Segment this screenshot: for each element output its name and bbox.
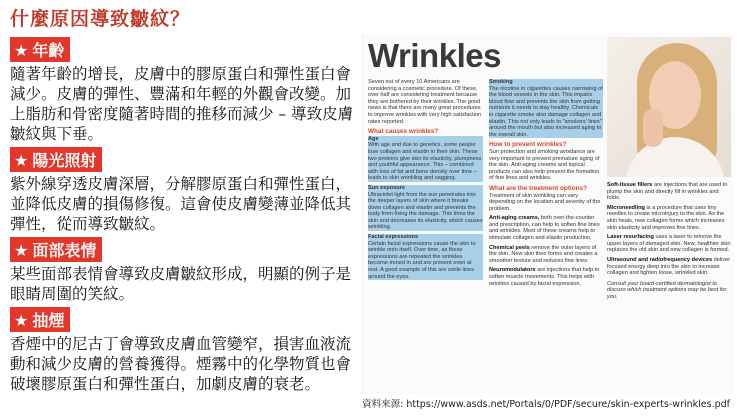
section-header-age: ★ 年齡 bbox=[10, 37, 70, 62]
sun-block: Sun exposure Ultraviolet light from the sun penetrates into the deeper layers of skin where it breaks down collagen and elastin and prevents the body from fixing the damage. This thins the skin and decreases its elasticity, which causes wrinkling. bbox=[368, 184, 483, 231]
section-header-facial: ★ 面部表情 bbox=[10, 237, 102, 262]
article-column-3 bbox=[607, 182, 731, 301]
article-intro: Seven out of every 10 Americans are considering a cosmetic procedure. Of these, over half are considering treatment because they are bothered by their wrinkles. The good news is that there are many great procedures to improve wrinkles with very high satisfaction rates reported. bbox=[368, 79, 482, 125]
antiaging-item: Anti-aging creams, both over-the-counter and prescription, can help to soften fine lines and wrinkles. Most of these creams help to stimulate collagen and elastin production. bbox=[489, 215, 600, 242]
article-column-2 bbox=[489, 79, 603, 287]
section-header-smoking: ★ 抽煙 bbox=[10, 307, 70, 332]
causes-list bbox=[10, 34, 360, 394]
section-header-sun: ★ 陽光照射 bbox=[10, 147, 102, 172]
woman-photo bbox=[607, 37, 731, 177]
ultra-item: Ultrasound and radiofrequency devices deliver focused energy deep into the skin to increase collagen and tighten loose, wrinkled skin. bbox=[607, 256, 731, 277]
star-icon: ★ bbox=[14, 151, 29, 170]
section-text-age: 隨著年齡的增長，皮膚中的膠原蛋白和彈性蛋白會減少。皮膚的彈性、豐滿和年輕的外觀會改變。加上脂肪和骨密度隨著時間的推移而減少 – 導致皮膚皺紋與下垂。 bbox=[10, 65, 354, 143]
prevent-heading: How to prevent wrinkles? bbox=[489, 141, 567, 149]
star-icon: ★ bbox=[14, 241, 29, 260]
facial-block: Facial expressions Certain facial expressions cause the skin to wrinkle onto itself. Over time, as these expressions are repeated the wrinkles become ironed in and are present even at rest. A good example of this are smile lines around the eyes. bbox=[368, 234, 483, 280]
section-text-sun: 紫外線穿透皮膚深層，分解膠原蛋白和彈性蛋白，並降低皮膚的損傷修復。這會使皮膚變薄並降低其彈性，從而導致皺紋。 bbox=[10, 175, 352, 233]
prevent-text: Sun protection and smoking avoidance are very important to prevent premature aging of the skin. Anti-aging creams and topical products can also help prevent the formation of fine lines and wrinkles. bbox=[489, 148, 600, 182]
source-citation: 資料來源: https://www.asds.net/Portals/0/PDF/secure/skin-experts-wrinkles.pdf bbox=[362, 399, 730, 410]
options-text: Treatment of skin wrinkling can vary depending on the location and severity of the problem. bbox=[489, 192, 601, 212]
laser-item: Laser resurfacing uses a laser to remove the upper layers of damaged skin. New, healthier skin replaces the old skin and new collagen is formed. bbox=[607, 234, 731, 254]
article-title: Wrinkles bbox=[368, 37, 501, 74]
fillers-item: Soft-tissue fillers are injections that are used to plump the skin and directly fill in wrinkles and folds. bbox=[607, 182, 728, 202]
star-icon: ★ bbox=[14, 41, 29, 60]
consult-note: Consult your board-certified dermatologist to discuss which treatment options may be best for you. bbox=[607, 280, 727, 300]
article-column-1 bbox=[368, 79, 483, 280]
peel-item: Chemical peels remove the outer layers of the skin. New skin then forms and creates a smoother texture and reduces fine lines. bbox=[489, 244, 598, 264]
causes-heading: What causes wrinkles? bbox=[368, 128, 439, 136]
star-icon: ★ bbox=[14, 311, 29, 330]
section-text-facial: 某些面部表情會導致皮膚皺紋形成，明顯的例子是眼睛周圍的笑紋。 bbox=[10, 265, 352, 303]
micro-item: Microneedling is a procedure that uses tiny needles to create microinjury to the skin. As the skin heals, new collagen forms which increases skin elasticity and improves fine lines. bbox=[607, 204, 725, 231]
article-image bbox=[362, 34, 734, 394]
smoking-block: Smoking The nicotine in cigarettes causes narrowing of the blood vessels in the skin. This impairs blood flow and prevents the skin from getting nutrients it needs to stay healthy. Chemicals in cigarette smoke also damage collagen and elastin. This not only leads to "smokers' lines" around the mouth but also increased aging to the overall skin. bbox=[489, 79, 603, 138]
page-title: 什麼原因導致皺紋？ bbox=[10, 8, 191, 30]
section-text-smoking: 香煙中的尼古丁會導致皮膚血管變窄，損害血液流動和減少皮膚的營養獲得。煙霧中的化學物質也會破壞膠原蛋白和彈性蛋白，加劇皮膚的衰老。 bbox=[10, 335, 352, 393]
neuro-item: Neuromodulators are injections that help to soften muscle movements. This helps with wrinkles caused by facial expression. bbox=[489, 267, 600, 287]
options-heading: What are the treatment options? bbox=[489, 184, 587, 192]
age-block: Age With age and due to genetics, some people lose collagen and elastin in their skin. These two proteins give skin its elasticity, plumpness and youthful appearance. This – combined with loss of fat and bone density over time – leads to skin wrinkling and sagging. bbox=[368, 135, 482, 182]
